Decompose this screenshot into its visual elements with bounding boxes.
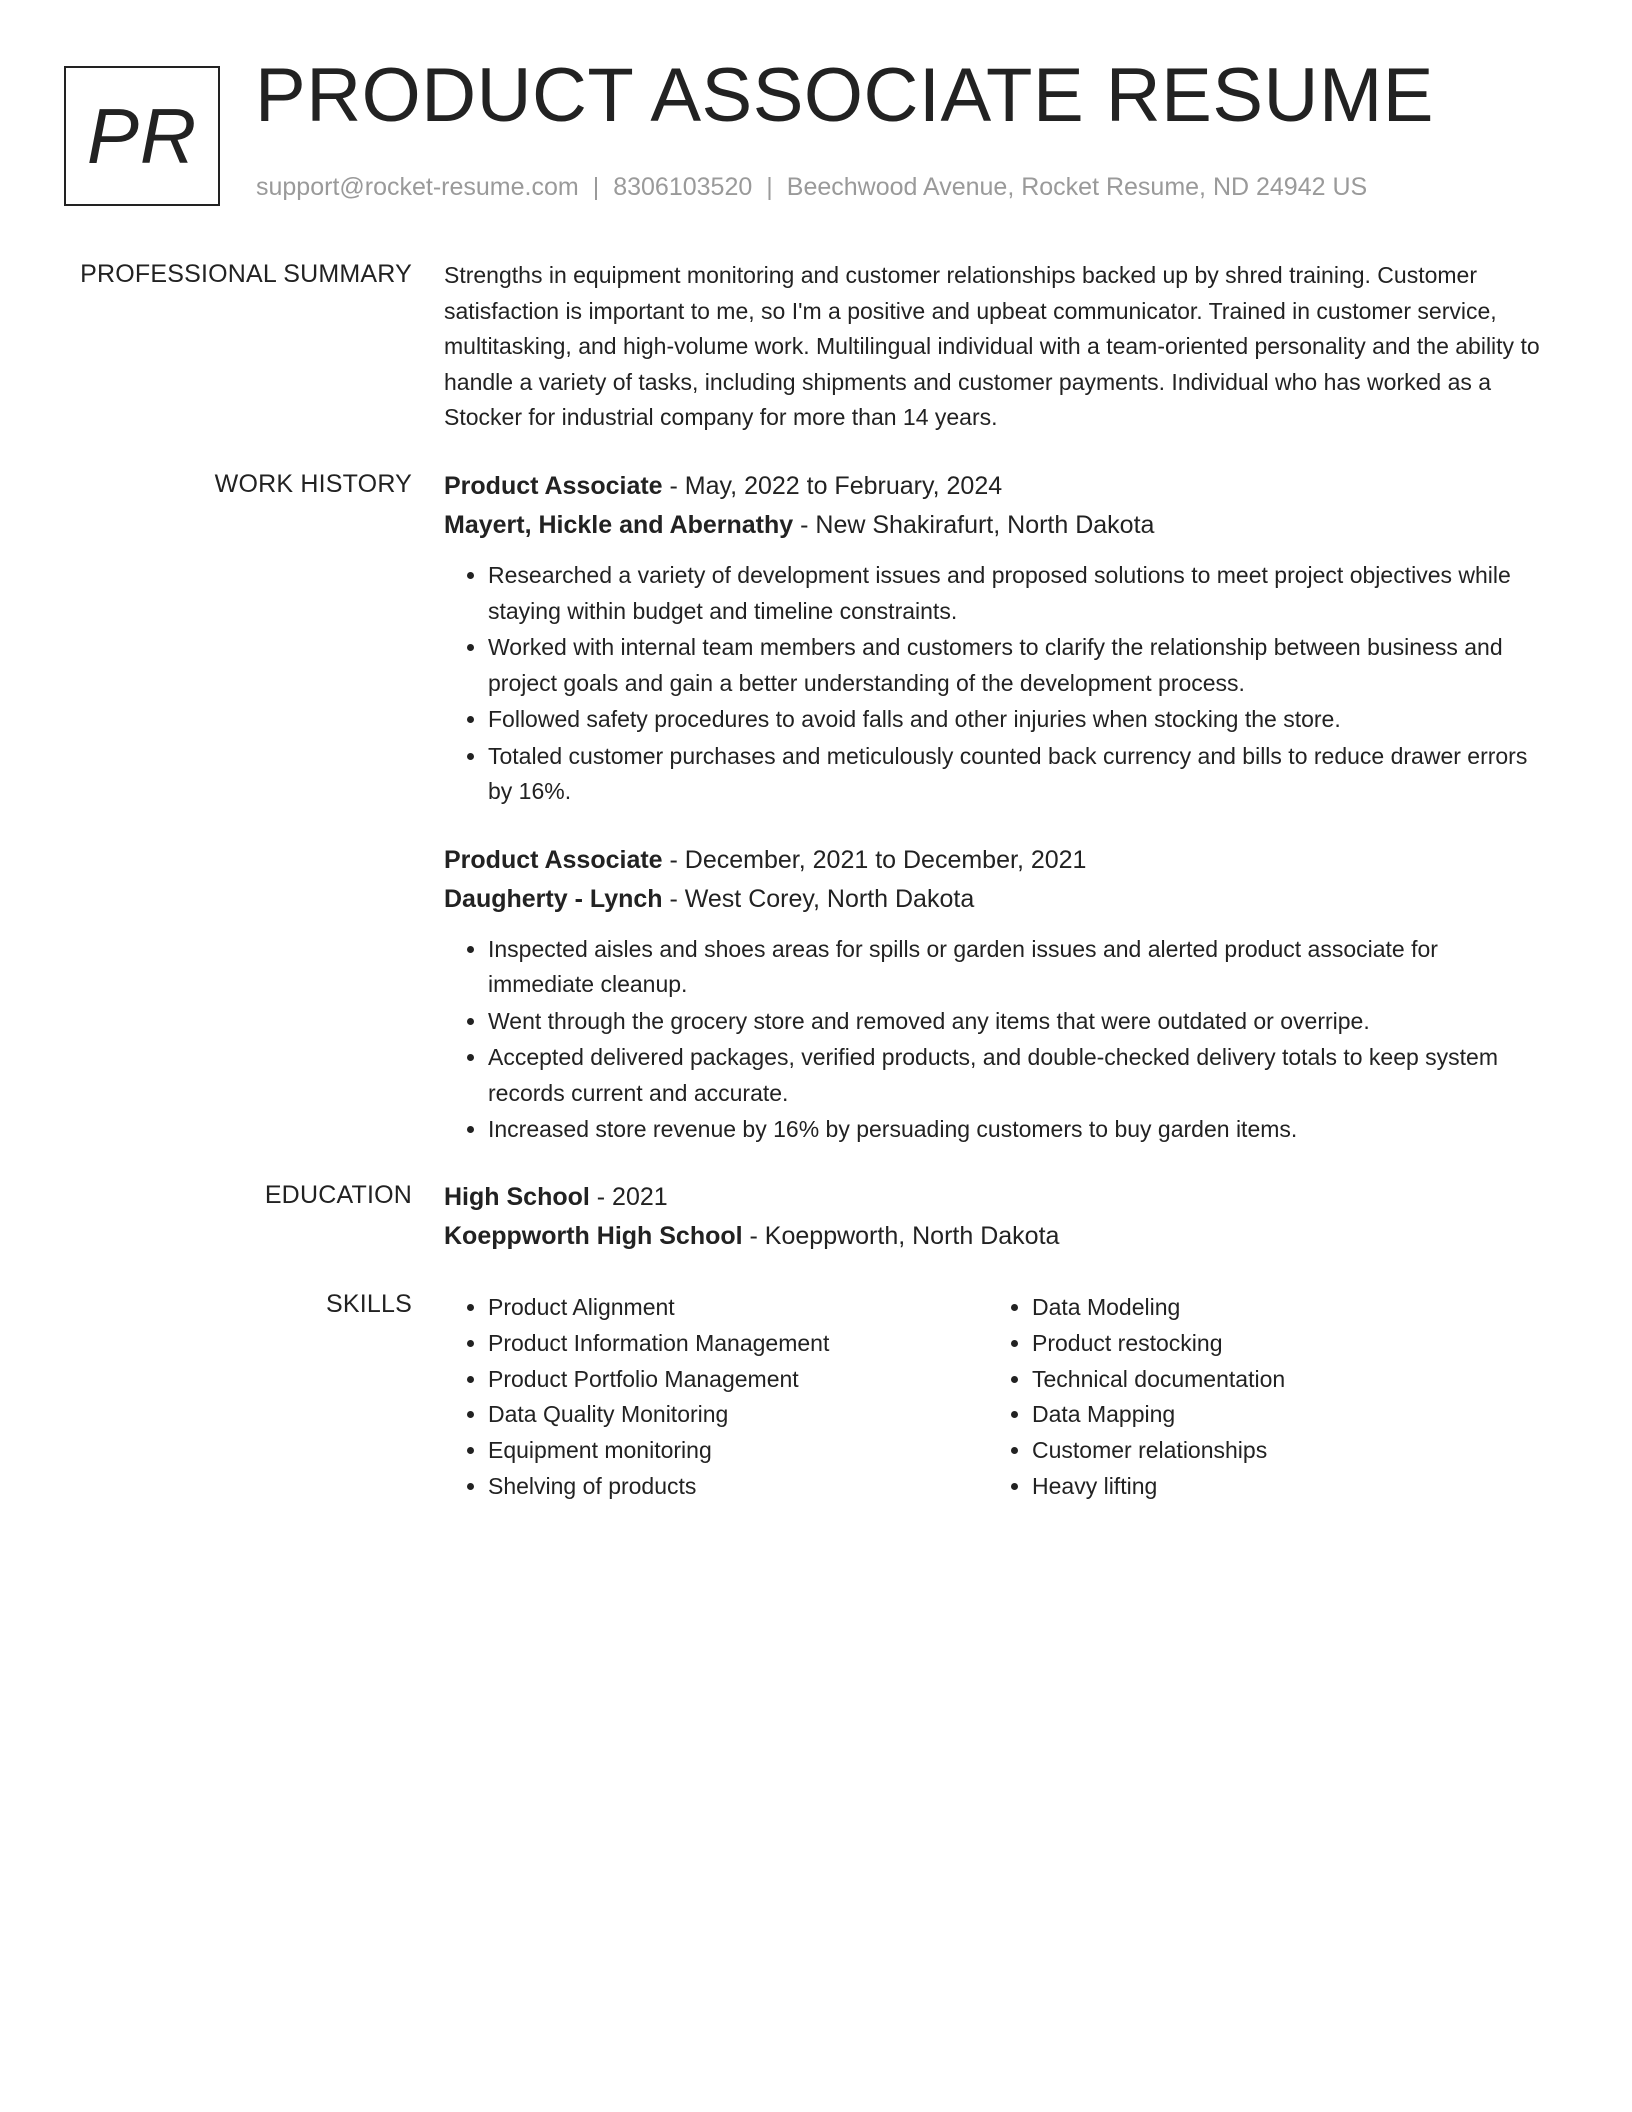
skill-item: • Data Quality Monitoring	[488, 1397, 988, 1433]
education-location: - Koeppworth, North Dakota	[742, 1222, 1060, 1250]
job-bullet: • Followed safety procedures to avoid falls and other injuries when stocking the store.	[488, 702, 1544, 738]
section-label-education: EDUCATION	[264, 1181, 412, 1209]
contact-phone: 8306103520	[613, 173, 753, 201]
summary-text: Strengths in equipment monitoring and customer relationships backed up by shred training. Customer satisfaction is important to me, so I'm a positive and upbeat communicator. Trained in customer service, multitasking, and high-volume work. Multilingual individual with a team-oriented personality and the ability to handle a variety of tasks, including shipments and customer payments. Individual who has worked as a Stocker for industrial company for more than 14 years.	[444, 262, 1540, 430]
education-degree-line	[444, 1178, 1544, 1217]
education-body	[444, 1178, 1544, 1256]
job-company: Mayert, Hickle and Abernathy	[444, 511, 794, 539]
skill-item: • Technical documentation	[1032, 1362, 1532, 1398]
contact-address: Beechwood Avenue, Rocket Resume, ND 24942 US	[786, 173, 1368, 201]
job-company: Daugherty - Lynch	[444, 884, 663, 913]
skill-item: • Product Alignment	[488, 1290, 988, 1326]
skills-body	[444, 1290, 1544, 1505]
contact-email: support@rocket-resume.com	[256, 173, 579, 201]
education-school: Koeppworth High School	[444, 1222, 743, 1250]
skills-column-2	[988, 1290, 1532, 1505]
job-company-line	[444, 506, 1544, 545]
job-bullet: • Went through the grocery store and removed any items that were outdated or overripe.	[488, 1004, 1544, 1040]
work-history-body	[444, 467, 1544, 1149]
job-bullet: • Inspected aisles and shoes areas for spills or garden issues and alerted product associate for immediate cleanup.	[488, 932, 1544, 1003]
job-entry	[444, 841, 1544, 1148]
contact-separator: |	[766, 173, 773, 201]
education-year: - 2021	[589, 1183, 668, 1211]
job-bullets	[444, 932, 1544, 1148]
skill-item: • Product Information Management	[488, 1326, 988, 1362]
job-title: Product Associate	[444, 845, 663, 874]
section-label-work-history: WORK HISTORY	[214, 470, 412, 498]
contact-line	[256, 173, 1367, 202]
skill-item: • Shelving of products	[488, 1469, 988, 1505]
monogram-box	[64, 66, 220, 206]
skill-item: • Customer relationships	[1032, 1433, 1532, 1469]
job-title: Product Associate	[444, 472, 663, 500]
job-location: - New Shakirafurt, North Dakota	[793, 511, 1155, 539]
job-dates: - December, 2021 to December, 2021	[662, 845, 1087, 874]
job-entry	[444, 467, 1544, 810]
skill-item: • Heavy lifting	[1032, 1469, 1532, 1505]
job-bullets	[444, 558, 1544, 810]
job-dates: - May, 2022 to February, 2024	[662, 472, 1003, 500]
job-location: - West Corey, North Dakota	[662, 884, 975, 913]
job-title-line	[444, 467, 1544, 506]
job-bullet: • Researched a variety of development issues and proposed solutions to meet project objectives while staying within budget and timeline constraints.	[488, 558, 1544, 629]
skill-item: • Product Portfolio Management	[488, 1362, 988, 1398]
education-school-line	[444, 1217, 1544, 1256]
skill-item: • Data Mapping	[1032, 1397, 1532, 1433]
job-title-line	[444, 841, 1544, 880]
job-bullet: • Accepted delivered packages, verified products, and double-checked delivery totals to keep system records current and accurate.	[488, 1040, 1544, 1111]
skills-column-1	[444, 1290, 988, 1505]
skill-item: • Equipment monitoring	[488, 1433, 988, 1469]
job-bullet: • Worked with internal team members and customers to clarify the relationship between business and project goals and gain a better understanding of the development process.	[488, 630, 1544, 701]
monogram-initials: PR	[86, 92, 198, 180]
skills-columns	[444, 1290, 1544, 1505]
summary-body	[444, 258, 1544, 436]
education-degree: High School	[444, 1183, 590, 1211]
section-label-skills: SKILLS	[326, 1290, 412, 1318]
skill-item: • Data Modeling	[1032, 1290, 1532, 1326]
job-bullet: • Totaled customer purchases and meticulously counted back currency and bills to reduce drawer errors by 16%.	[488, 739, 1544, 810]
job-company-line	[444, 880, 1544, 919]
job-bullet: • Increased store revenue by 16% by persuading customers to buy garden items.	[488, 1112, 1544, 1148]
resume-title: PRODUCT ASSOCIATE RESUME	[255, 53, 1434, 138]
section-label-summary: PROFESSIONAL SUMMARY	[80, 260, 412, 288]
contact-separator: |	[592, 173, 600, 201]
skill-item: • Product restocking	[1032, 1326, 1532, 1362]
